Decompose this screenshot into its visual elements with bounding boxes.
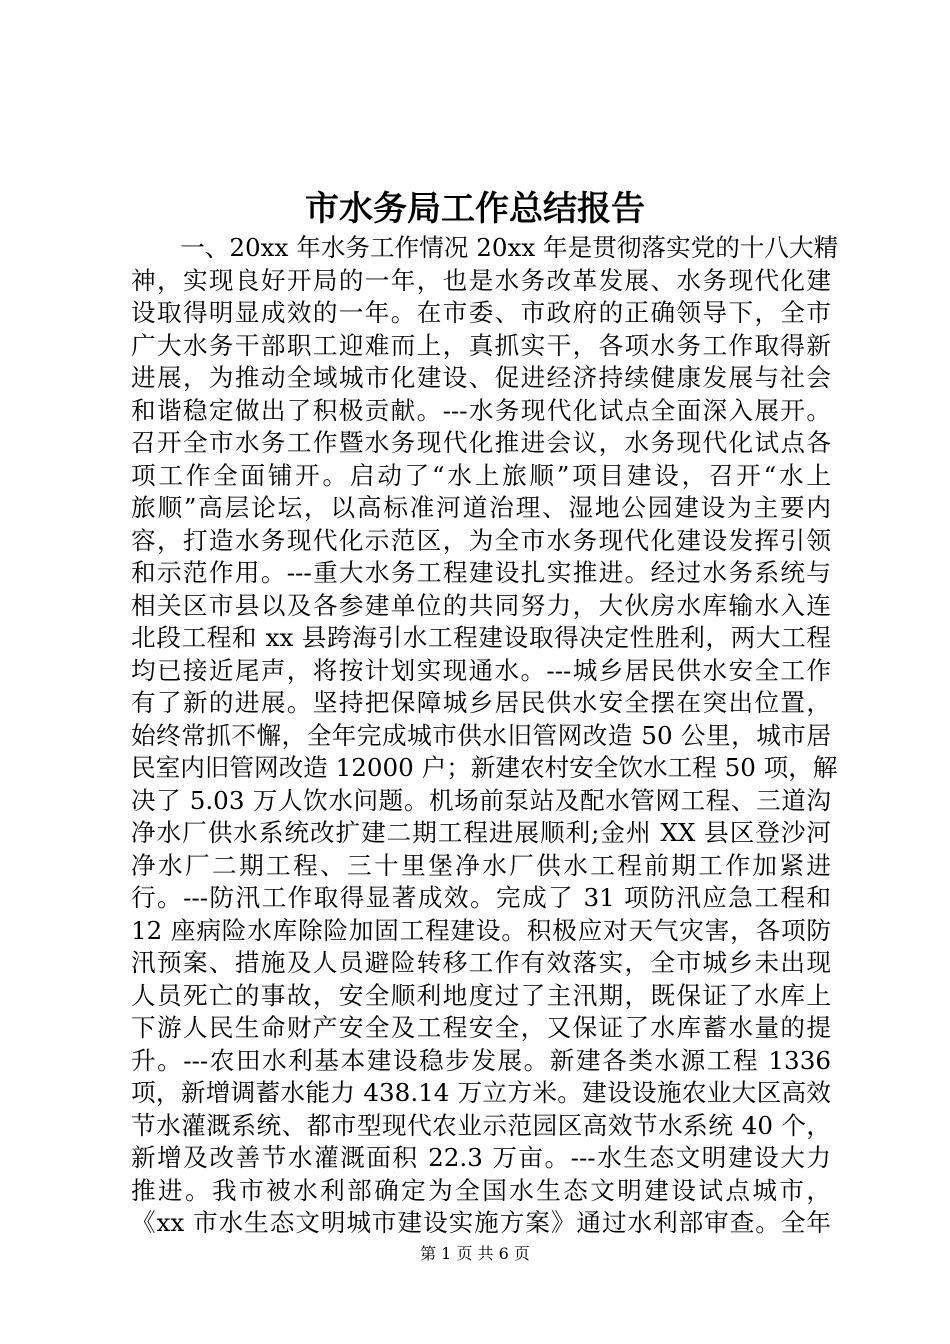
- body-line: 广大水务干部职工迎难而上，真抓实干，各项水务工作取得新: [131, 330, 831, 360]
- body-line: 《xx 市水生态文明城市建设实施方案》通过水利部审查。全年: [131, 1208, 831, 1237]
- page-title: 市水务局工作总结报告: [305, 189, 645, 229]
- body-line: 下游人民生命财产安全及工程安全，又保证了水库蓄水量的提: [131, 1013, 831, 1042]
- body-line: 均已接近尾声，将按计划实现通水。---城乡居民供水安全工作: [131, 655, 831, 685]
- body-line: 有了新的进展。坚持把保障城乡居民供水安全摆在突出位置，: [131, 688, 831, 717]
- body-line: 新增及改善节水灌溉面积 22.3 万亩。---水生态文明建设大力: [131, 1143, 831, 1172]
- body-line: 召开全市水务工作暨水务现代化推进会议，水务现代化试点各: [131, 428, 831, 457]
- body-line: 神，实现良好开局的一年，也是水务改革发展、水务现代化建: [131, 265, 831, 295]
- body-line: 民室内旧管网改造 12000 户；新建农村安全饮水工程 50 项，解: [131, 753, 838, 782]
- body-line: 12 座病险水库除险加固工程建设。积极应对天气灾害，各项防: [131, 915, 831, 945]
- body-line: 行。---防汛工作取得显著成效。完成了 31 项防汛应急工程和: [131, 883, 831, 912]
- body-line: 始终常抓不懈，全年完成城市供水旧管网改造 50 公里，城市居: [131, 720, 831, 750]
- body-line: 净水厂二期工程、三十里堡净水厂供水工程前期工作加紧进: [131, 850, 831, 880]
- body-line: 人员死亡的事故，安全顺利地度过了主汛期，既保证了水库上: [131, 980, 831, 1010]
- body-line: 设取得明显成效的一年。在市委、市政府的正确领导下，全市: [131, 298, 831, 327]
- document-body: [131, 232, 839, 1240]
- body-line: 净水厂供水系统改扩建二期工程进展顺利;金州 XX 县区登沙河: [131, 818, 831, 847]
- body-line: 容，打造水务现代化示范区，为全市水务现代化建设发挥引领: [131, 525, 831, 555]
- body-line: 项工作全面铺开。启动了“水上旅顺”项目建设，召开“水上: [131, 460, 831, 490]
- body-line: 旅顺”高层论坛，以高标准河道治理、湿地公园建设为主要内: [131, 493, 831, 522]
- body-line: 相关区市县以及各参建单位的共同努力，大伙房水库输水入连: [131, 590, 831, 620]
- body-line: 北段工程和 xx 县跨海引水工程建设取得决定性胜利，两大工程: [131, 623, 831, 652]
- body-line: 和示范作用。---重大水务工程建设扎实推进。经过水务系统与: [131, 558, 831, 587]
- body-line: 汛预案、措施及人员避险转移工作有效落实，全市城乡未出现: [131, 948, 831, 977]
- body-line: 和谐稳定做出了积极贡献。---水务现代化试点全面深入展开。: [131, 395, 831, 425]
- body-line: 决了 5.03 万人饮水问题。机场前泵站及配水管网工程、三道沟: [131, 785, 831, 815]
- body-line: 节水灌溉系统、都市型现代农业示范园区高效节水系统 40 个，: [131, 1110, 831, 1140]
- page-footer: 第 1 页 共 6 页: [420, 1244, 530, 1263]
- body-line: 升。---农田水利基本建设稳步发展。新建各类水源工程 1336: [131, 1045, 831, 1075]
- body-line: 项，新增调蓄水能力 438.14 万立方米。建设设施农业大区高效: [131, 1078, 831, 1107]
- body-line: 进展，为推动全域城市化建设、促进经济持续健康发展与社会: [131, 363, 831, 392]
- body-line: 一、20xx 年水务工作情况 20xx 年是贯彻落实党的十八大精: [131, 233, 839, 262]
- body-line: 推进。我市被水利部确定为全国水生态文明建设试点城市，: [131, 1175, 831, 1205]
